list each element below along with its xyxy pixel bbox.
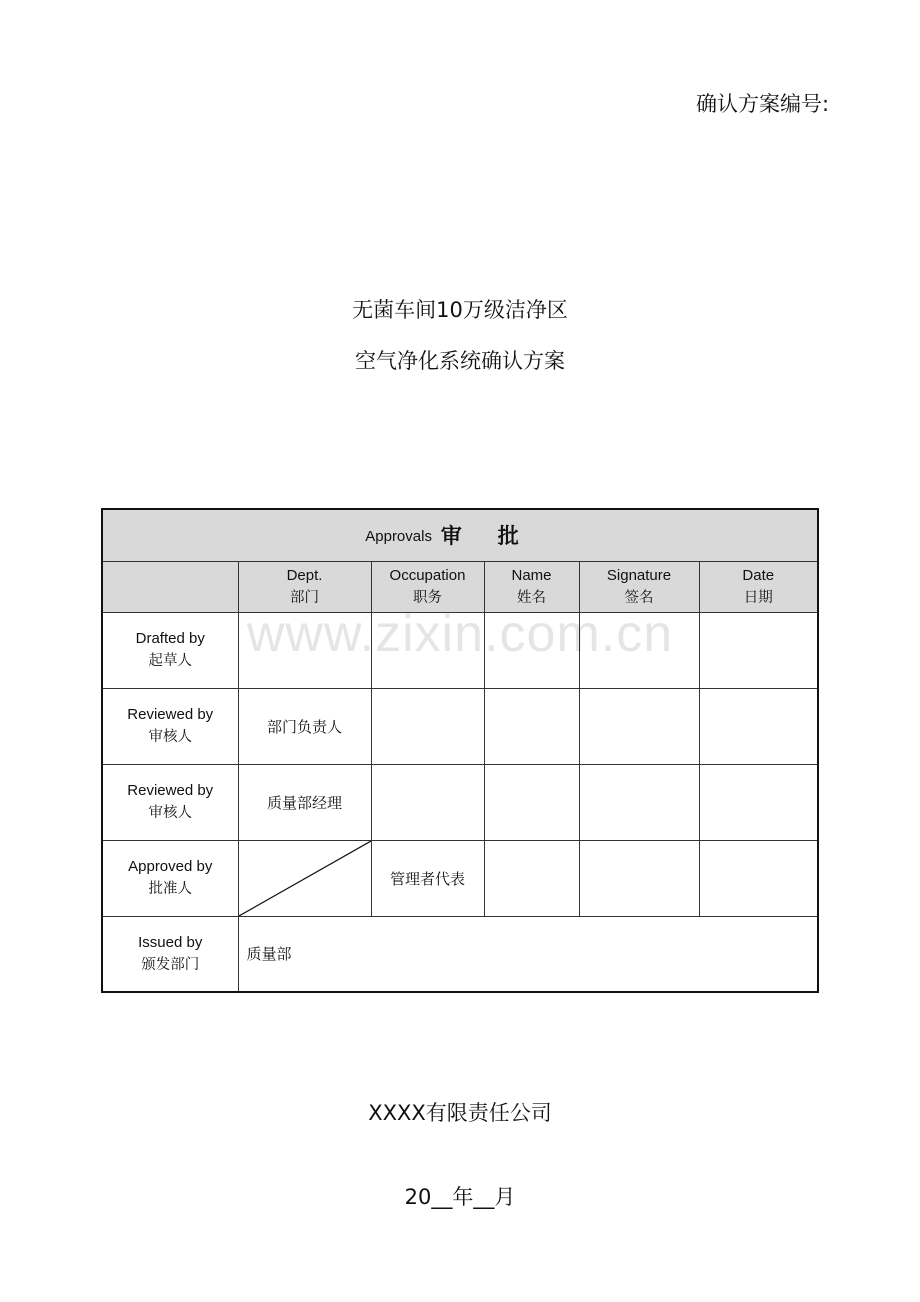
issuing-dept-cell: 质量部 — [238, 916, 818, 992]
date-cell — [699, 840, 818, 916]
column-header-en: Occupation — [389, 566, 466, 584]
column-header-cn: 日期 — [743, 589, 773, 606]
column-header-cn: 部门 — [290, 589, 319, 606]
table-row-issued-by — [102, 916, 818, 992]
signature-cell — [579, 612, 699, 688]
role-label-en: Drafted by — [135, 630, 205, 647]
table-row-reviewed-by-1 — [102, 688, 818, 764]
column-header-name — [484, 561, 579, 612]
date-cell — [699, 764, 818, 840]
document-title-line-1: 无菌车间10万级洁净区 — [352, 298, 568, 322]
dept-cell-crossed-out — [238, 840, 371, 916]
column-header-cn: 姓名 — [517, 589, 546, 606]
occupation-cell: 管理者代表 — [371, 840, 484, 916]
table-row-reviewed-by-2 — [102, 764, 818, 840]
column-header-date — [699, 561, 818, 612]
role-cell — [102, 916, 238, 992]
table-row-drafted-by — [102, 612, 818, 688]
name-cell — [484, 764, 579, 840]
name-cell — [484, 840, 579, 916]
date-cell — [699, 612, 818, 688]
dept-cell: 部门负责人 — [238, 688, 371, 764]
signature-cell — [579, 688, 699, 764]
approvals-title-cell — [102, 509, 818, 561]
occupation-cell — [371, 764, 484, 840]
column-header-en: Date — [742, 566, 775, 584]
column-header-signature — [579, 561, 699, 612]
role-label-en: Issued by — [138, 933, 203, 951]
name-cell — [484, 688, 579, 764]
role-label-cn: 批准人 — [148, 881, 192, 897]
role-label-cn: 审核人 — [148, 805, 192, 821]
role-cell — [102, 612, 238, 688]
column-header-occupation — [371, 561, 484, 612]
role-cell — [102, 688, 238, 764]
column-header-row — [102, 561, 818, 612]
column-header-en: Signature — [606, 566, 672, 584]
role-label-cn: 审核人 — [148, 729, 192, 745]
watermark: www.zixin.com.cn — [246, 605, 674, 663]
occupation-cell — [371, 612, 484, 688]
role-cell — [102, 764, 238, 840]
role-label-en: Reviewed by — [127, 706, 214, 723]
role-cell — [102, 840, 238, 916]
date-cell — [699, 688, 818, 764]
role-label-cn: 起草人 — [148, 653, 192, 669]
approvals-title-cn: 审批 — [440, 524, 555, 549]
document-title-line-2: 空气净化系统确认方案 — [355, 349, 565, 373]
column-header-en: Dept. — [286, 566, 323, 584]
signature-cell — [579, 764, 699, 840]
approvals-title-row — [102, 509, 818, 561]
signature-cell — [579, 840, 699, 916]
role-label-cn: 颁发部门 — [141, 956, 200, 973]
empty-header-cell — [102, 561, 238, 612]
name-cell — [484, 612, 579, 688]
column-header-dept — [238, 561, 371, 612]
approval-table — [101, 508, 819, 993]
dept-cell: 质量部经理 — [238, 764, 371, 840]
column-header-cn: 签名 — [624, 589, 654, 606]
column-header-cn: 职务 — [413, 589, 442, 606]
company-name: XXXX有限责任公司 — [368, 1101, 552, 1125]
diagonal-strike-line — [239, 841, 371, 916]
document-number-label: 确认方案编号: — [696, 92, 830, 116]
role-label-en: Reviewed by — [127, 782, 214, 799]
role-label-en: Approved by — [128, 858, 213, 875]
table-row-approved-by — [102, 840, 818, 916]
document-date: 20__年__月 — [404, 1185, 516, 1209]
occupation-cell — [371, 688, 484, 764]
column-header-en: Name — [511, 566, 552, 584]
approvals-title-en: Approvals — [365, 528, 432, 546]
dept-cell — [238, 612, 371, 688]
